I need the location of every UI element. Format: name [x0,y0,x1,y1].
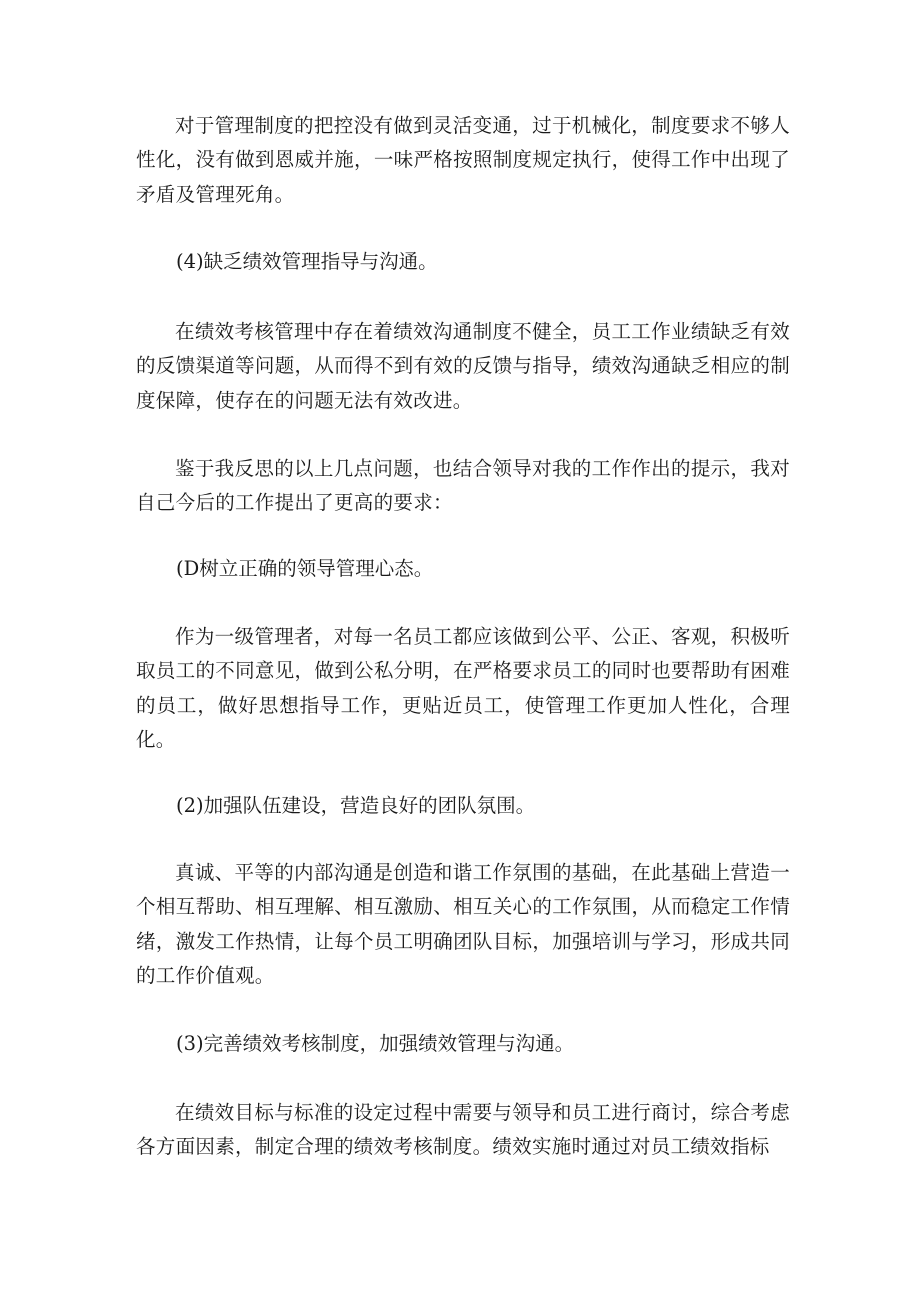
section-heading: (2)加强队伍建设，营造良好的团队氛围。 [176,794,536,817]
section-heading: (3)完善绩效考核制度，加强绩效管理与沟通。 [176,1032,575,1055]
section-heading: (D树立正确的领导管理心态。 [176,557,434,580]
body-paragraph: 在绩效考核管理中存在着绩效沟通制度不健全，员工工作业绩缺乏有效的反馈渠道等问题，从而得不到有效的反馈与指导，绩效沟通缺乏相应的制度保障，使存在的问题无法有效改进。 [136,320,790,412]
section-heading: (4)缺乏绩效管理指导与沟通。 [176,250,438,273]
body-paragraph: 在绩效目标与标准的设定过程中需要与领导和员工进行商讨，综合考虑各方面因素，制定合理的绩效考核制度。绩效实施时通过对员工绩效指标 [136,1101,790,1159]
body-paragraph: 鉴于我反思的以上几点问题，也结合领导对我的工作作出的提示，我对自己今后的工作提出了更高的要求： [136,457,790,515]
body-paragraph: 对于管理制度的把控没有做到灵活变通，过于机械化，制度要求不够人性化，没有做到恩威并施，一味严格按照制度规定执行，使得工作中出现了矛盾及管理死角。 [136,114,790,206]
body-paragraph: 真诚、平等的内部沟通是创造和谐工作氛围的基础，在此基础上营造一个相互帮助、相互理解、相互激励、相互关心的工作氛围，从而稳定工作情绪，激发工作热情，让每个员工明确团队目标，加强培训与学习，形成共同的工作价值观。 [136,861,790,988]
body-paragraph: 作为一级管理者，对每一名员工都应该做到公平、公正、客观，积极听取员工的不同意见，做到公私分明，在严格要求员工的同时也要帮助有困难的员工，做好思想指导工作，更贴近员工，使管理工作更加人性化，合理化。 [136,625,790,752]
